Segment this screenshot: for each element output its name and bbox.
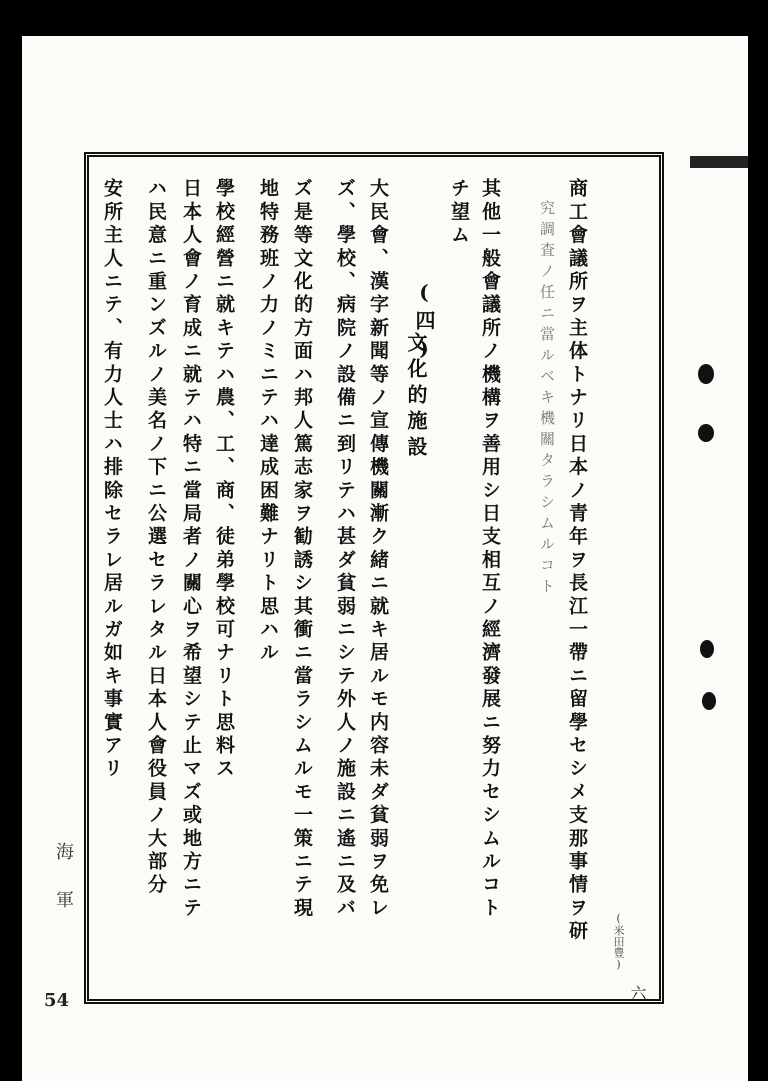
text-column: ズ是等文化的方面ハ邦人篤志家ヲ勧誘シ其衝ニ當ラシムルモ一策ニテ現	[291, 178, 313, 921]
clip-mark	[690, 156, 748, 168]
text-column: 其他一般會議所ノ機構ヲ善用シ日支相互ノ經濟發展ニ努力セシムルコト	[479, 178, 501, 921]
side-number: 六	[628, 985, 647, 1001]
text-column: 商工會議所ヲ主体トナリ日本ノ青年ヲ長江一帶ニ留學セシメ支那事情ヲ研	[566, 178, 588, 944]
punch-hole	[698, 364, 714, 384]
margin-label: 海軍	[53, 842, 74, 938]
side-header: (米田豊)	[612, 912, 625, 971]
section-heading: 文化的施設	[404, 332, 428, 462]
text-column: 究調査ノ任ニ當ルベキ機關タラシムルコト	[538, 200, 556, 599]
text-column: チ望ム	[448, 178, 470, 248]
section-number: (四)	[412, 280, 436, 366]
text-column: 大民會、漢字新聞等ノ宣傳機關漸ク緒ニ就キ居ルモ内容未ダ貧弱ヲ免レ	[367, 178, 389, 921]
text-column: ハ民意ニ重ンズルノ美名ノ下ニ公選セラレタル日本人會役員ノ大部分	[145, 178, 167, 898]
text-column: 學校經營ニ就キテハ農、工、商、徒弟學校可ナリト思料ス	[213, 178, 235, 782]
text-column: ズ、學校、病院ノ設備ニ到リテハ甚ダ貧弱ニシテ外人ノ施設ニ遙ニ及バ	[334, 178, 356, 921]
punch-hole	[702, 692, 716, 710]
page-number: 54	[44, 990, 70, 1011]
punch-hole	[700, 640, 714, 658]
text-column: 地特務班ノ力ノミニテハ達成困難ナリト思ハル	[257, 178, 279, 666]
text-column: 日本人會ノ育成ニ就テハ特ニ當局者ノ關心ヲ希望シテ止マズ或地方ニテ	[180, 178, 202, 921]
punch-hole	[698, 424, 714, 442]
text-column: 安所主人ニテ、有力人士ハ排除セラレ居ルガ如キ事實アリ	[101, 178, 123, 782]
